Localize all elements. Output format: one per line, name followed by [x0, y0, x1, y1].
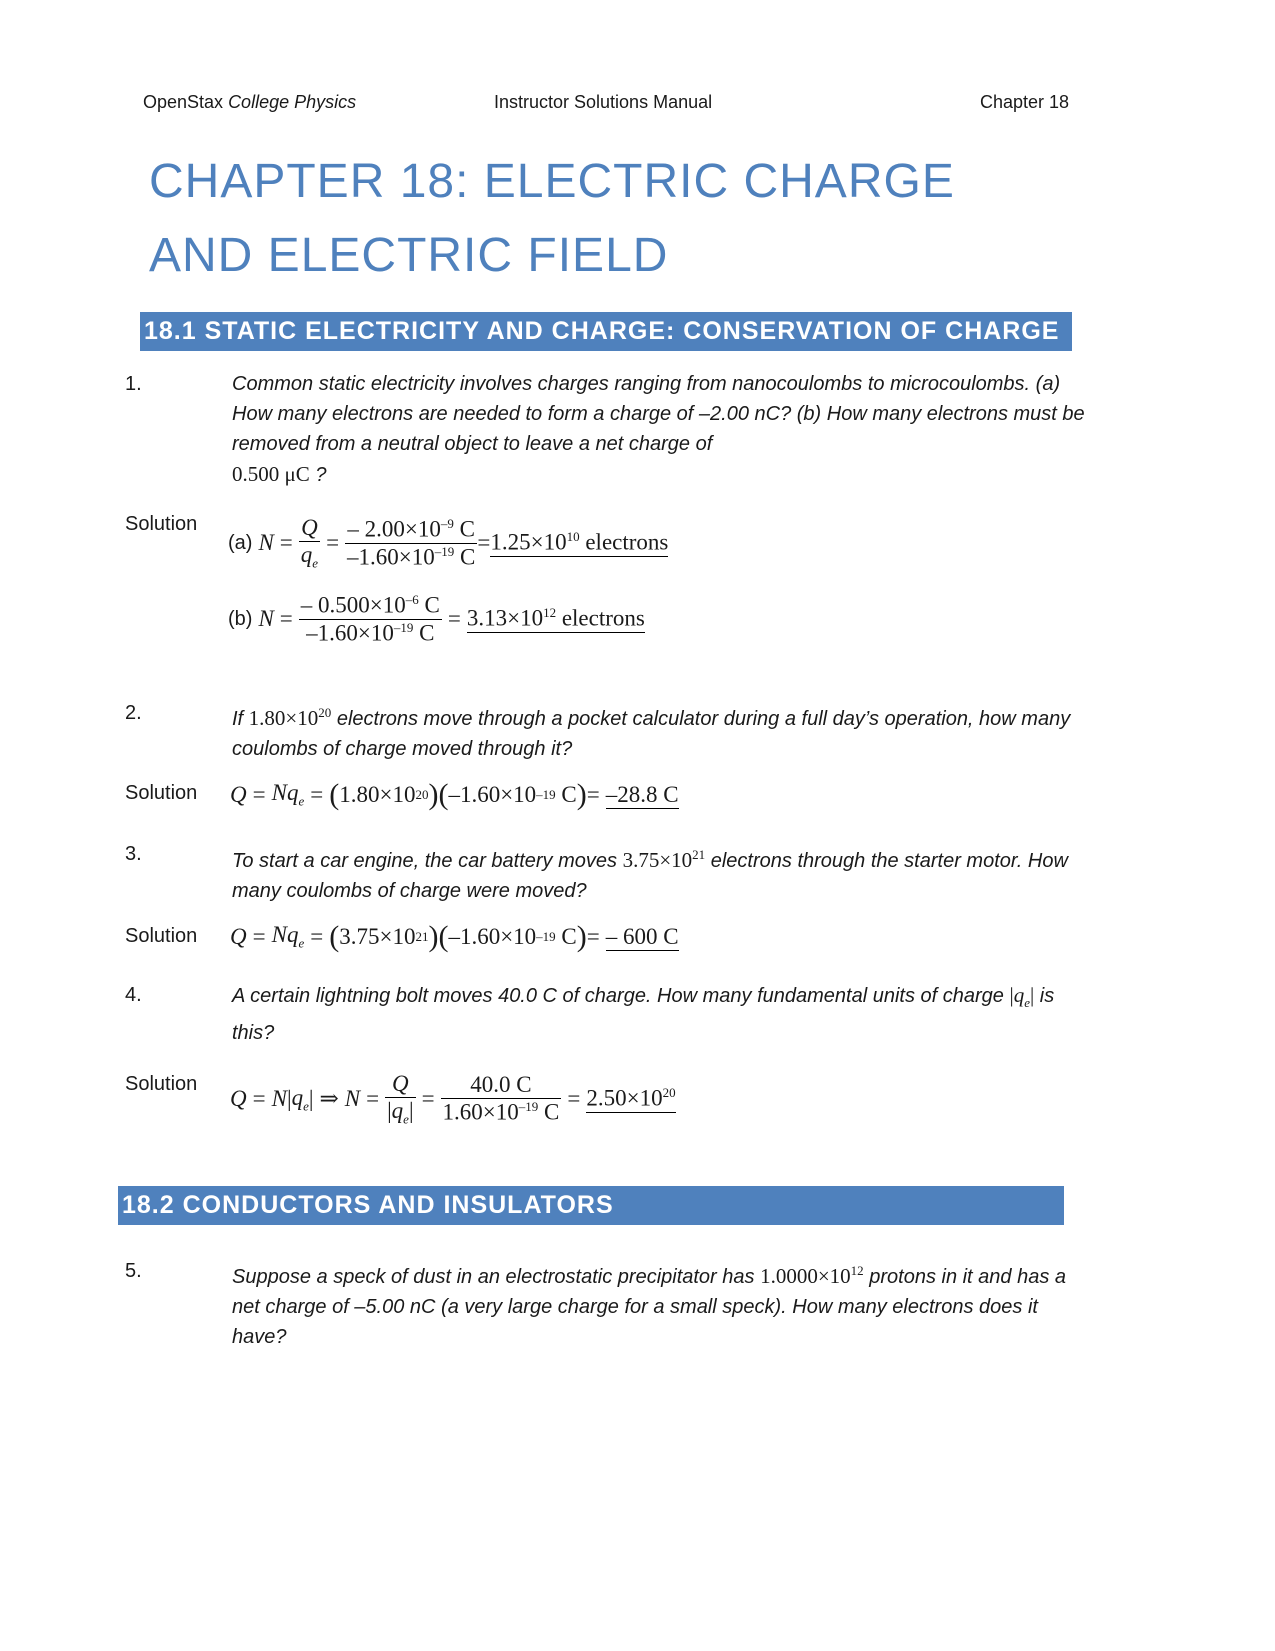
- problem-text: Common static electricity involves charges ranging from nanocoulombs to microcoulombs. (a) How many electrons are needed to form a charge of –2.00 nC? (b) How many electrons must be removed from a neutral object to leave a net charge of 0.500 μC ?: [232, 373, 1085, 486]
- fraction: $\frac{- 2.00\times 10^{-9} C}{-1.60\times 10^{-19} C}$: [347, 516, 476, 570]
- result-underlined: $3.13\times 10^{12}$ electrons: [466, 605, 645, 631]
- problem-number: 5.: [125, 1260, 142, 1282]
- header-right: Chapter 18: [980, 92, 1070, 112]
- fraction: $\frac{- 0.500\times 10^{-6} C}{-1.60\times 10^{-19} C}$: [300, 592, 440, 646]
- fraction: $\frac{Q}{|q_e|}$: [387, 1071, 414, 1127]
- equation-3: Q = $Nq_e$ = ( 3.75×10 21 )( –1.60×10 –19 C ) = – 600 C: [230, 920, 679, 953]
- result-underlined: – 600 C: [605, 923, 679, 949]
- equation-1a: (a) N = $\frac{Q}{q_e}$ = $\frac{- 2.00\times 10^{-9} C}{-1.60\times 10^{-19} C}$ = $1.25\times 10^{10}$ electrons: [228, 515, 669, 571]
- solution-label: Solution: [125, 782, 198, 804]
- fraction: $\frac{Q}{q_e}$: [300, 515, 319, 571]
- section-heading-18-2: 18.2 CONDUCTORS AND INSULATORS: [118, 1186, 1064, 1225]
- problem-text: To start a car engine, the car battery moves $3.75\times 10^{21}$ electrons through the starter motor. How many coulombs of charge were moved?: [232, 847, 1068, 902]
- problem-text: Suppose a speck of dust in an electrostatic precipitator has $1.0000\times 10^{12}$ protons in it and has a net charge of –5.00 nC (a very large charge for a small speck). How many electrons does it have?: [232, 1263, 1067, 1348]
- section-heading-18-1: 18.1 STATIC ELECTRICITY AND CHARGE: CONSERVATION OF CHARGE: [140, 312, 1072, 351]
- problem-number: 1.: [125, 373, 142, 395]
- equation-2: Q = $Nq_e$ = ( 1.80×10 20 )( –1.60×10 –19 C ) = –28.8 C: [230, 778, 679, 811]
- problem-text: A certain lightning bolt moves 40.0 C of charge. How many fundamental units of charge $|q_e|$ is this?: [232, 983, 1055, 1045]
- chapter-title: CHAPTER 18: ELECTRIC CHARGE AND ELECTRIC FIELD: [149, 155, 955, 282]
- solution-label: Solution: [125, 925, 198, 947]
- header-left: OpenStax College Physics: [143, 92, 357, 112]
- solution-label: Solution: [125, 1073, 198, 1095]
- equation-1b: (b) N = $\frac{- 0.500\times 10^{-6} C}{-1.60\times 10^{-19} C}$ = $3.13\times 10^{12}$ electrons: [228, 592, 645, 646]
- problem-text: If $1.80\times 10^{20}$ electrons move through a pocket calculator during a full day’s operation, how many coulombs of charge moved through it?: [232, 705, 1071, 760]
- problem-number: 3.: [125, 843, 142, 865]
- header-center: Instructor Solutions Manual: [494, 92, 713, 112]
- problem-number: 4.: [125, 984, 142, 1006]
- result-underlined: $1.25\times 10^{10}$ electrons: [490, 529, 669, 556]
- solution-label: Solution: [125, 513, 198, 535]
- result-underlined: $2.50\times 10^{20}$: [586, 1085, 676, 1112]
- problem-number: 2.: [125, 702, 142, 724]
- equation-4: Q = N | $q_e$ | ⇒ N = $\frac{Q}{|q_e|}$ = $\frac{40.0 C}{1.60\times 10^{-19} C}$ = $2.50\times 10^{20}$: [230, 1071, 676, 1127]
- result-underlined: –28.8 C: [605, 781, 679, 807]
- fraction: $\frac{40.0 C}{1.60\times 10^{-19} C}$: [442, 1072, 560, 1126]
